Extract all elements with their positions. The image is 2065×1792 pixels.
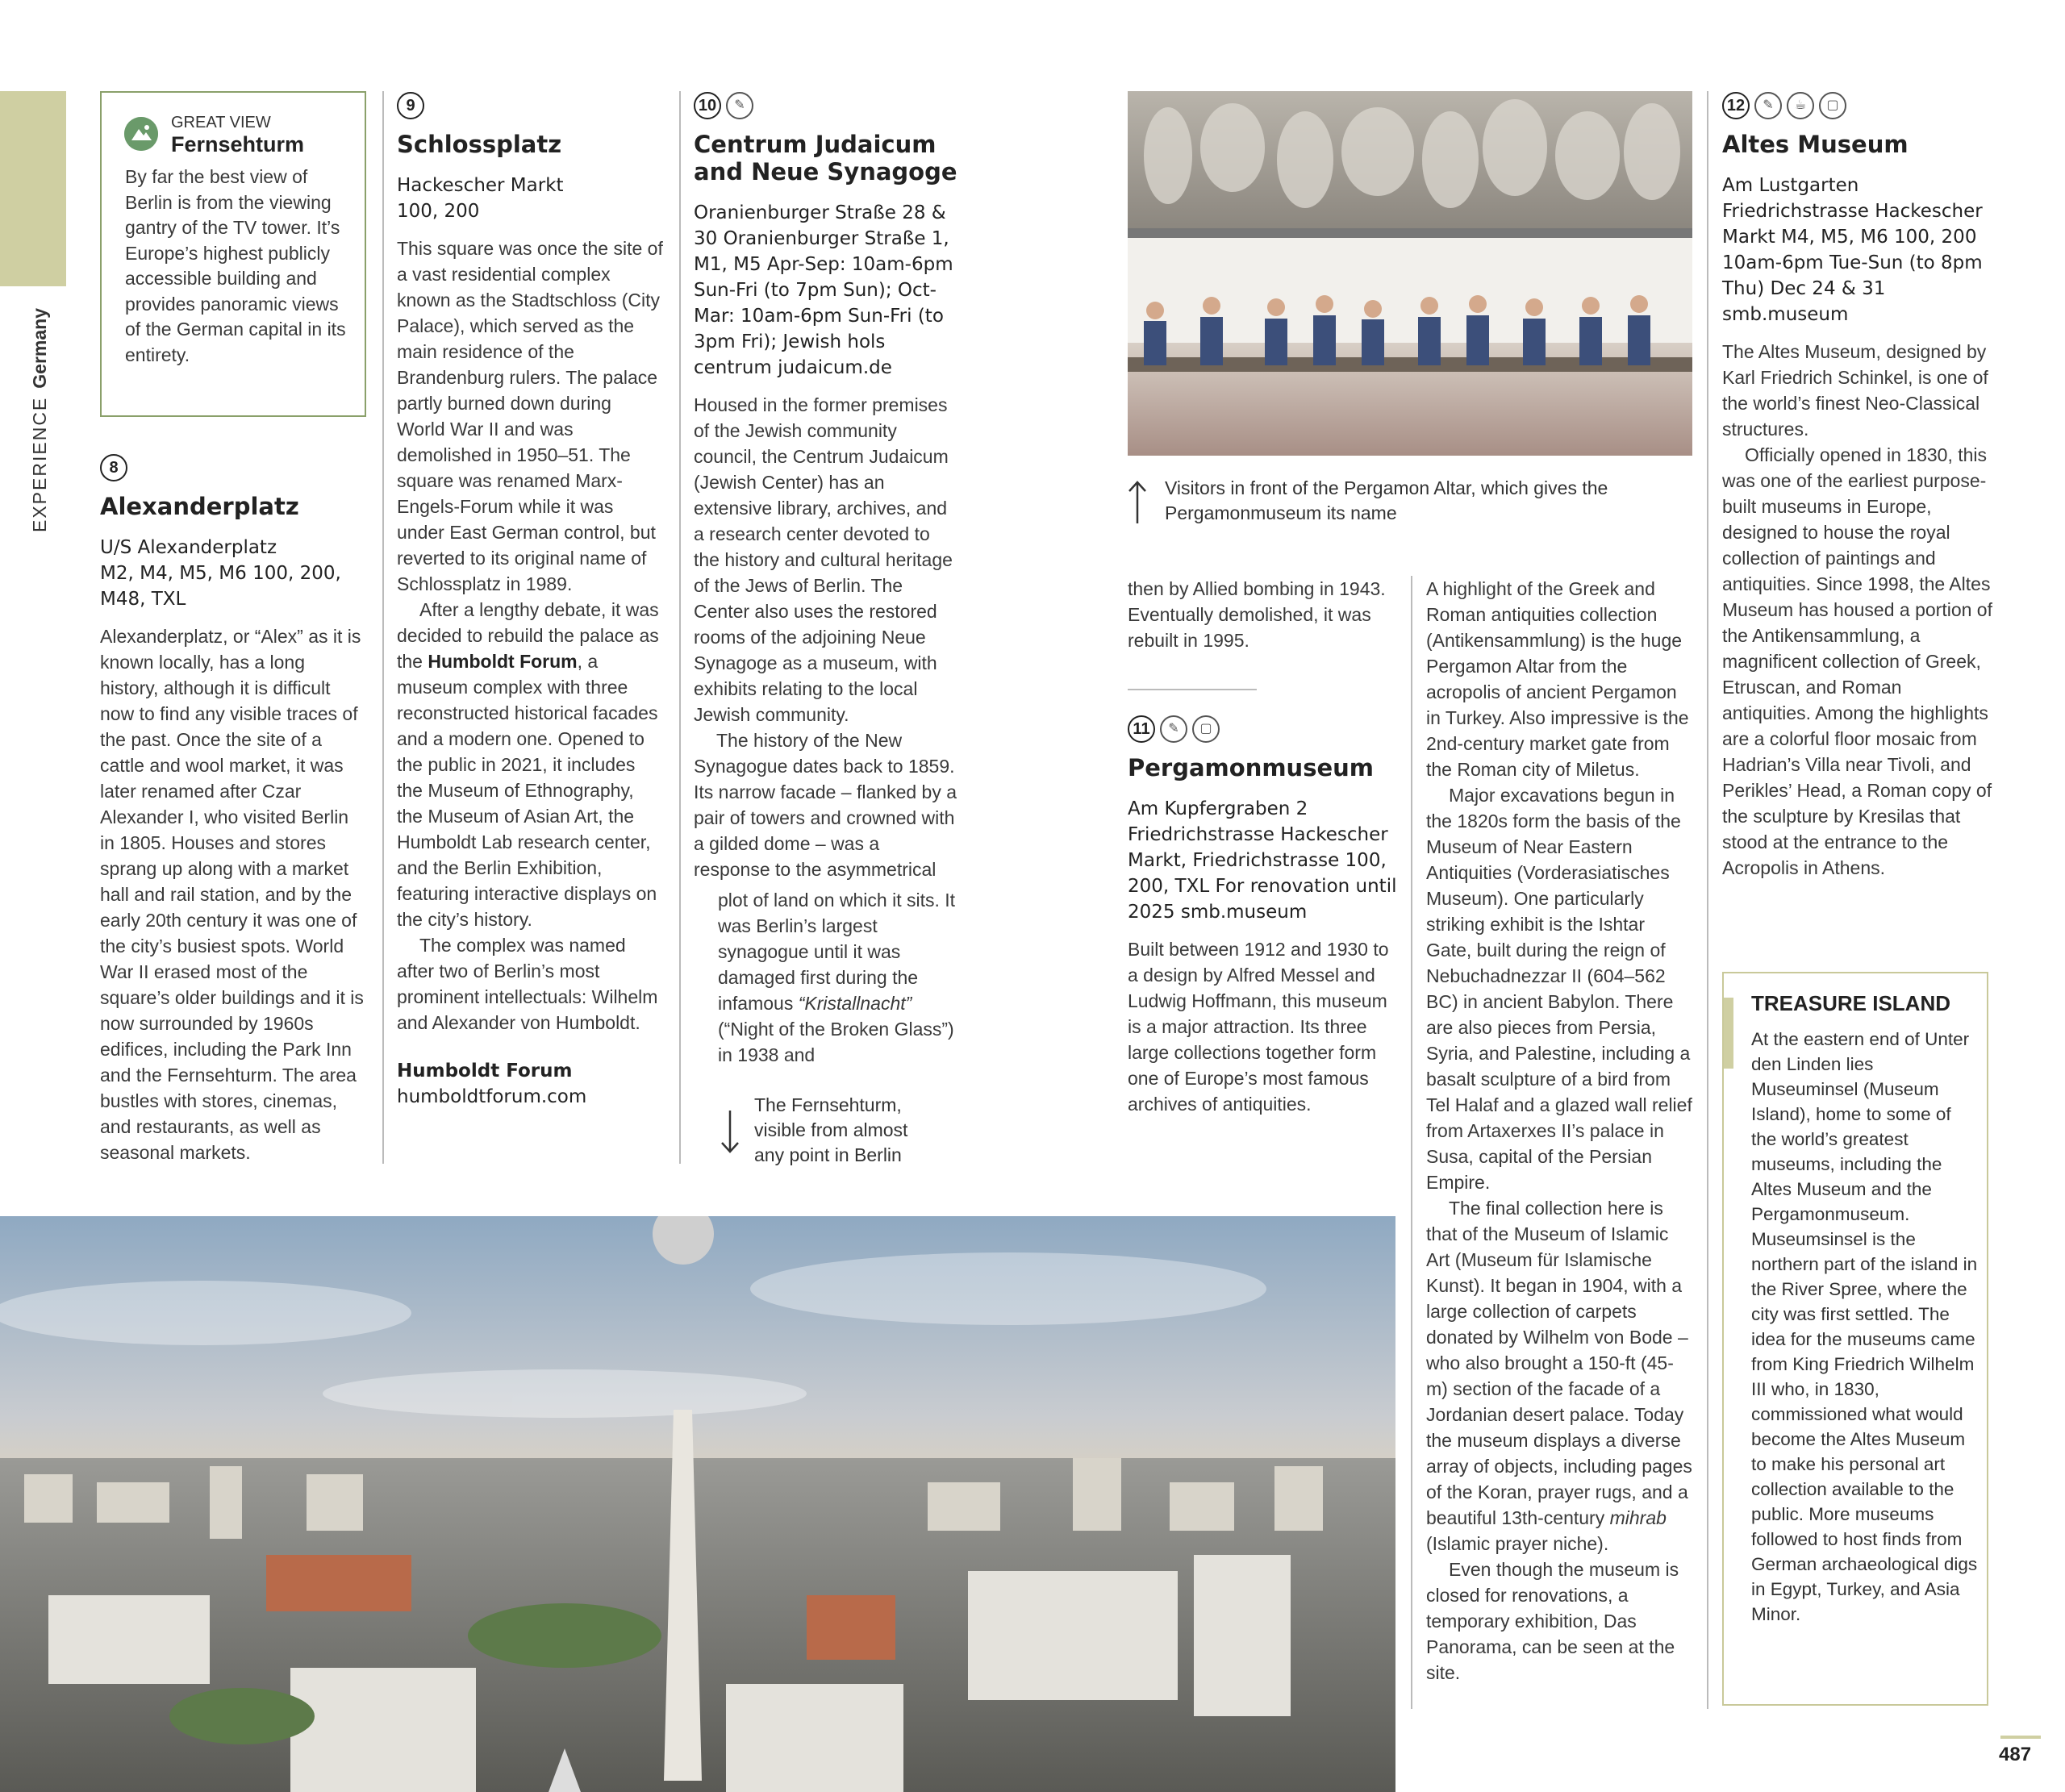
arrow-up-icon bbox=[1125, 480, 1149, 529]
page-number-rule bbox=[2000, 1736, 2041, 1739]
judaicum-info: Oranienburger Straße 28 & 30 Oranienburger Straße 1, M1, M5 Apr-Sep: 10am-6pm Sun-Fri (to 7pm Sun); Oct-Mar: 10am-6pm Sun-Fri (to 3pm Fri); Jewish hols centrum judaicum.de bbox=[694, 202, 953, 378]
ticket-icon: ✎ bbox=[726, 92, 753, 119]
judaicum-carry-over: then by Allied bombing in 1943. Eventually demolished, it was rebuilt in 1995. bbox=[1128, 578, 1386, 651]
alexanderplatz-title: Alexanderplatz bbox=[100, 492, 299, 520]
alexanderplatz-info bbox=[100, 535, 366, 612]
page-number: 487 bbox=[1999, 1744, 2032, 1765]
alexanderplatz-transport: M2, M4, M5, M6 100, 200, M48, TXL bbox=[100, 562, 341, 610]
berlin-skyline-photo bbox=[0, 1216, 1395, 1792]
entry-number-9: 9 bbox=[397, 92, 424, 119]
schlossplatz-entry bbox=[397, 91, 663, 1110]
schlossplatz-body-2: After a lengthy debate, it was decided to rebuild the palace as the Humboldt Forum, a museum complex with three reconstructed historical facades and a modern one. Opened to the public in 2021, it includes the Museum of Ethnography, the Museum of Asian Art, the Humboldt Lab research center, and the Berlin Exhibition, featuring interactive displays on the city’s history. bbox=[397, 598, 659, 930]
altes-museum-entry bbox=[1722, 91, 1992, 881]
entry-number-10: 10 bbox=[694, 92, 721, 119]
treasure-island-title: TREASURE ISLAND bbox=[1751, 991, 1951, 1015]
great-view-body: By far the best view of Berlin is from the viewing gantry of the TV tower. It’s Europe’s highest publicly accessible building and provides panoramic views of the German capital in its entirety. bbox=[125, 166, 346, 365]
great-view-title: Fernsehturm bbox=[171, 132, 305, 156]
entry-number-8: 8 bbox=[100, 454, 127, 481]
pergamon-altar-photo bbox=[1128, 91, 1692, 456]
altes-museum-body-1: The Altes Museum, designed by Karl Friedrich Schinkel, is one of the world’s finest Neo-Classical structures. bbox=[1722, 340, 1988, 440]
pergamon-near-eastern-text: Major excavations begun in the 1820s form the basis of the Museum of Near Eastern Antiquities (Vorderasiatisches Museum). One particularly striking exhibit is the Ishtar Gate, built during the reign of Nebuchadnezzar II (604–562 BC) in ancient Babylon. There are also pieces from Persia, Syria, and Palestine, including a basalt sculpture of a bird from Tel Halaf and a glazed wall relief from Artaxerxes II’s palace in Susa, capital of the Persian Empire. bbox=[1426, 785, 1692, 1193]
entry-number-12: 12 bbox=[1722, 92, 1750, 119]
altes-museum-info: Am Lustgarten Friedrichstrasse Hackescher Markt M4, M5, M6 100, 200 10am-6pm Tue-Sun (to 8pm Thu) Dec 24 & 31 smb.museum bbox=[1722, 174, 1983, 325]
schlossplatz-body-1: This square was once the site of a vast residential complex known as the Stadtschloss (City Palace), which served as the main residence of the Brandenburg rulers. The palace partly burned down during World War II and was demolished in 1950–51. The square was renamed Marx-Engels-Forum while it was under East German control, but reverted to its original name of Schlossplatz in 1989. bbox=[397, 237, 663, 594]
alexanderplatz-body: Alexanderplatz, or “Alex” as it is known locally, has a long history, although it is difficult now to find any visible traces of the past. Once the site of a cattle and wool market, it was later renamed after Czar Alexander I, who visited Berlin in 1805. Houses and stores sprang up along with a market hall and rail station, and by the early 20th century it was one of the city’s busiest spots. World War II erased most of the square’s older buildings and it is now surrounded by 1960s edifices, including the Park Inn and the Fernsehturm. The area bustles with stores, cinemas, and restaurants, as well as seasonal markets. bbox=[100, 625, 364, 1163]
pergamon-closing-text: Even though the museum is closed for renovations, a temporary exhibition, Das Panorama, can be seen at the site. bbox=[1426, 1559, 1679, 1683]
shop-icon: ▢ bbox=[1192, 715, 1220, 743]
judaicum-entry bbox=[694, 91, 960, 882]
column-divider bbox=[679, 91, 681, 1164]
pergamon-photo-caption: Visitors in front of the Pergamon Altar, which gives the Pergamonmuseum its name bbox=[1165, 477, 1608, 523]
altes-museum-body-2: Officially opened in 1830, this was one of the earliest purpose-built museums in Europe, designed to house the royal collection of paintings and antiquities. Since 1998, the Altes Museum has housed a portion of the Antikensammlung, a magnificent collection of Greek, Etruscan, and Roman antiquities. Among the highlights are a colorful floor mosaic from Hadrian’s Villa near Tivoli, and Perikles’ Head, a Roman copy of the sculpture by Kresilas that stood at the entrance to the Acropolis in Athens. bbox=[1722, 444, 1992, 878]
judaicum-title: Centrum Judaicum and Neue Synagoge bbox=[694, 130, 957, 185]
entry-number-11: 11 bbox=[1128, 715, 1155, 743]
shop-icon: ▢ bbox=[1819, 92, 1846, 119]
treasure-island-body: At the eastern end of Unter den Linden lies Museuminsel (Museum Island), home to some of the world’s greatest museums, including the Altes Museum and the Pergamonmuseum. Museumsinsel is the northern part of the island in the River Spree, where the city was first settled. The idea for the museums came from King Friedrich Wilhelm III who, in 1830, commissioned what would become the Altes Museum to make his personal art collection available to the public. More museums followed to host finds from German archaeological digs in Egypt, Turkey, and Asia Minor. bbox=[1751, 1029, 1978, 1624]
ticket-icon: ✎ bbox=[1160, 715, 1187, 743]
pergamon-info: Am Kupfergraben 2 Friedrichstrasse Hackescher Markt, Friedrichstrasse 100, 200, TXL For renovation until 2025 smb.museum bbox=[1128, 798, 1397, 923]
schlossplatz-station: Hackescher Markt bbox=[397, 174, 564, 196]
humboldt-forum-web: humboldtforum.com bbox=[397, 1086, 587, 1107]
schlossplatz-title: Schlossplatz bbox=[397, 130, 562, 158]
judaicum-body-continued: plot of land on which it sits. It was Berlin’s largest synagogue until it was damaged first during the infamous “Kristallnacht” (“Night of the Broken Glass”) in 1938 and bbox=[718, 890, 956, 1065]
pergamon-entry-column-2 bbox=[1426, 576, 1692, 1686]
judaicum-body-2: The history of the New Synagogue dates back to 1859. Its narrow facade – flanked by a pair of towers and crowned with a gilded dome – was a response to the asymmetrical bbox=[694, 729, 957, 880]
section-label bbox=[29, 308, 51, 532]
cafe-icon: ☕ bbox=[1787, 92, 1814, 119]
section-name: EXPERIENCE bbox=[29, 396, 50, 532]
alexanderplatz-entry bbox=[100, 453, 366, 1165]
pergamon-title: Pergamonmuseum bbox=[1128, 753, 1374, 781]
column-divider bbox=[1411, 576, 1412, 1709]
arrow-down-icon bbox=[718, 1109, 742, 1158]
mountain-view-icon bbox=[124, 117, 158, 151]
treasure-island-box bbox=[1722, 972, 1988, 1706]
great-view-kicker: GREAT VIEW bbox=[171, 114, 271, 131]
box-accent-bar bbox=[1724, 998, 1733, 1069]
tower-caption: The Fernsehturm, visible from almost any point in Berlin bbox=[754, 1094, 908, 1165]
section-rule bbox=[1128, 689, 1257, 690]
schlossplatz-bus: 100, 200 bbox=[397, 200, 480, 222]
judaicum-body-1: Housed in the former premises of the Jewish community council, the Centrum Judaicum (Jewish Center) has an extensive library, archives, and a research center devoted to the history and cultural heritage of the Jews of Berlin. The Center also uses the restored rooms of the adjoining Neue Synagoge as a museum, with exhibits relating to the local Jewish community. bbox=[694, 394, 953, 725]
pergamon-entry bbox=[1128, 576, 1398, 1117]
schlossplatz-body-3: The complex was named after two of Berlin’s most prominent intellectuals: Wilhelm and Alexander von Humboldt. bbox=[397, 934, 658, 1033]
humboldt-forum-subtitle: Humboldt Forum bbox=[397, 1060, 573, 1081]
pergamon-body: Built between 1912 and 1930 to a design by Alfred Messel and Ludwig Hoffmann, this museum is a major attraction. Its three large collections together form one of Europe’s most famous archives of antiquities. bbox=[1128, 938, 1389, 1115]
alexanderplatz-station: U/S Alexanderplatz bbox=[100, 536, 277, 558]
sidebar-accent-band bbox=[0, 91, 66, 286]
country-name: Germany bbox=[29, 308, 50, 389]
column-divider bbox=[1707, 91, 1708, 1709]
pergamon-antiquities-text: A highlight of the Greek and Roman antiquities collection (Antikensammlung) is the huge Pergamon Altar from the acropolis of ancient Pergamon in Turkey. Also impressive is the 2nd-century market gate from the Roman city of Miletus. bbox=[1426, 578, 1689, 780]
schlossplatz-info bbox=[397, 173, 663, 224]
altes-museum-title: Altes Museum bbox=[1722, 130, 1909, 158]
pergamon-islamic-art-text: The final collection here is that of the Museum of Islamic Art (Museum für Islamische Kunst). It began in 1904, with a large collection of carpets donated by Wilhelm von Bode – who also brought a 150-ft (45-m) section of the facade of a Jordanian desert palace. Today the museum displays a diverse array of objects, including pages of the Koran, prayer rugs, and a beautiful 13th-century mihrab (Islamic prayer niche). bbox=[1426, 1198, 1692, 1554]
ticket-icon: ✎ bbox=[1754, 92, 1782, 119]
column-divider bbox=[382, 91, 384, 1164]
